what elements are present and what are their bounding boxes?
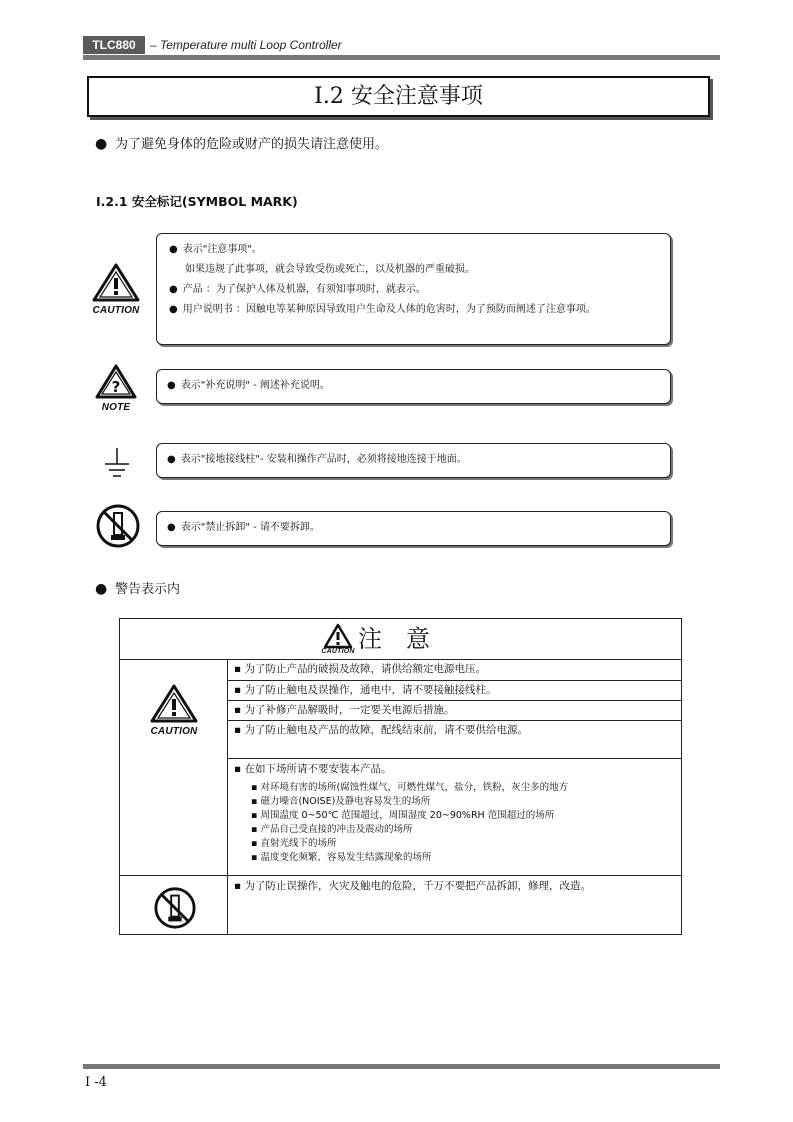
caution-line-2: 如果违规了此事项，就会导致受伤或死亡，以及机器的严重破损。 bbox=[185, 264, 475, 275]
note-text: ● 表示"补充说明" - 阐述补充说明。 bbox=[167, 380, 330, 391]
table-header bbox=[120, 619, 681, 659]
table-row: ▪ 为了防止产品的破损及故障，请供给额定电源电压。 bbox=[234, 663, 486, 675]
page-title: Ⅰ.2 安全注意事项 bbox=[87, 76, 710, 117]
prohibit-text: ● 表示"禁止拆卸" - 请不要拆卸。 bbox=[167, 522, 320, 533]
note-symbol bbox=[94, 363, 138, 413]
no-disassembly-icon bbox=[153, 886, 197, 930]
list-item: ▪ 周围温度 0~50℃ 范围超过，周围湿度 20~90%RH 范围超过的场所 bbox=[251, 810, 555, 821]
install-title: ▪ 在如下场所请不要安装本产品。 bbox=[234, 763, 392, 775]
table-caution-symbol bbox=[148, 683, 200, 737]
page-number: Ⅰ -4 bbox=[85, 1075, 107, 1090]
ground-icon bbox=[103, 446, 131, 480]
caution-triangle-icon bbox=[90, 262, 142, 304]
ground-description-box bbox=[156, 443, 671, 478]
caution-label: CAUTION bbox=[92, 305, 140, 316]
header-subtitle: – Temperature multi Loop Controller bbox=[150, 38, 342, 52]
caution-line-4: ● 用户说明书 ：因触电等某种原因导致用户生命及人体的危害时，为了预防而阐述了注意事项。 bbox=[169, 304, 596, 315]
no-disassembly-icon bbox=[95, 503, 141, 549]
caution-line-1: ● 表示"注意事项"。 bbox=[169, 244, 262, 255]
note-description-box bbox=[156, 369, 671, 404]
caution-table bbox=[119, 618, 682, 935]
bullet-icon: ● bbox=[95, 136, 108, 152]
table-row: ▪ 为了防止误操作，火灾及触电的危险，千万不要把产品拆卸，修理，改造。 bbox=[234, 880, 591, 892]
table-caution-label: CAUTION bbox=[150, 726, 198, 737]
install-list bbox=[251, 781, 568, 865]
caution-line-3: ● 产品 ：为了保护人体及机器，有须知事项时，就表示。 bbox=[169, 284, 426, 295]
section-heading: Ⅰ.2.1 安全标记(SYMBOL MARK) bbox=[96, 194, 298, 209]
ground-text: ● 表示"接地接线柱"- 安装和操作产品时，必须将接地连接于地面。 bbox=[167, 454, 467, 465]
header-caution-label: CAUTION bbox=[321, 648, 355, 655]
footer-rule bbox=[83, 1064, 720, 1069]
list-item: ▪ 直射光线下的场所 bbox=[251, 838, 337, 849]
list-item: ▪ 产品自己受直接的冲击及震动的场所 bbox=[251, 824, 413, 835]
table-row: ▪ 为了防止触电及误操作，通电中，请不要接触接线柱。 bbox=[234, 684, 497, 696]
model-badge: TLC880 bbox=[83, 36, 145, 54]
caution-description-box bbox=[156, 233, 671, 345]
svg-text:?: ? bbox=[111, 378, 121, 396]
warning-intro-text: 警告表示内 bbox=[115, 582, 181, 597]
warning-intro bbox=[95, 580, 180, 599]
table-header-text: 注 意 bbox=[358, 625, 430, 653]
intro-text: 为了避免身体的危险或财产的损失请注意使用。 bbox=[115, 137, 389, 152]
caution-triangle-icon bbox=[323, 623, 353, 649]
caution-symbol bbox=[90, 262, 142, 316]
intro-paragraph bbox=[95, 135, 388, 154]
note-label: NOTE bbox=[101, 402, 131, 413]
note-triangle-icon bbox=[94, 363, 138, 401]
list-item: ▪ 温度变化频繁，容易发生结露现象的场所 bbox=[251, 852, 432, 863]
table-row: ▪ 为了补修产品解吸时，一定要关电源后措施。 bbox=[234, 704, 455, 716]
prohibit-description-box bbox=[156, 511, 671, 546]
header-rule bbox=[83, 55, 720, 60]
list-item: ▪ 磁力噪音(NOISE)及静电容易发生的场所 bbox=[251, 796, 431, 807]
caution-triangle-icon bbox=[148, 683, 200, 725]
bullet-icon: ● bbox=[95, 581, 108, 597]
list-item: ▪ 对环境有害的场所(腐蚀性煤气，可燃性煤气，盐分，铁粉，灰尘多的地方 bbox=[251, 782, 569, 793]
table-row: ▪ 为了防止触电及产品的故障，配线结束前，请不要供给电源。 bbox=[234, 724, 528, 736]
